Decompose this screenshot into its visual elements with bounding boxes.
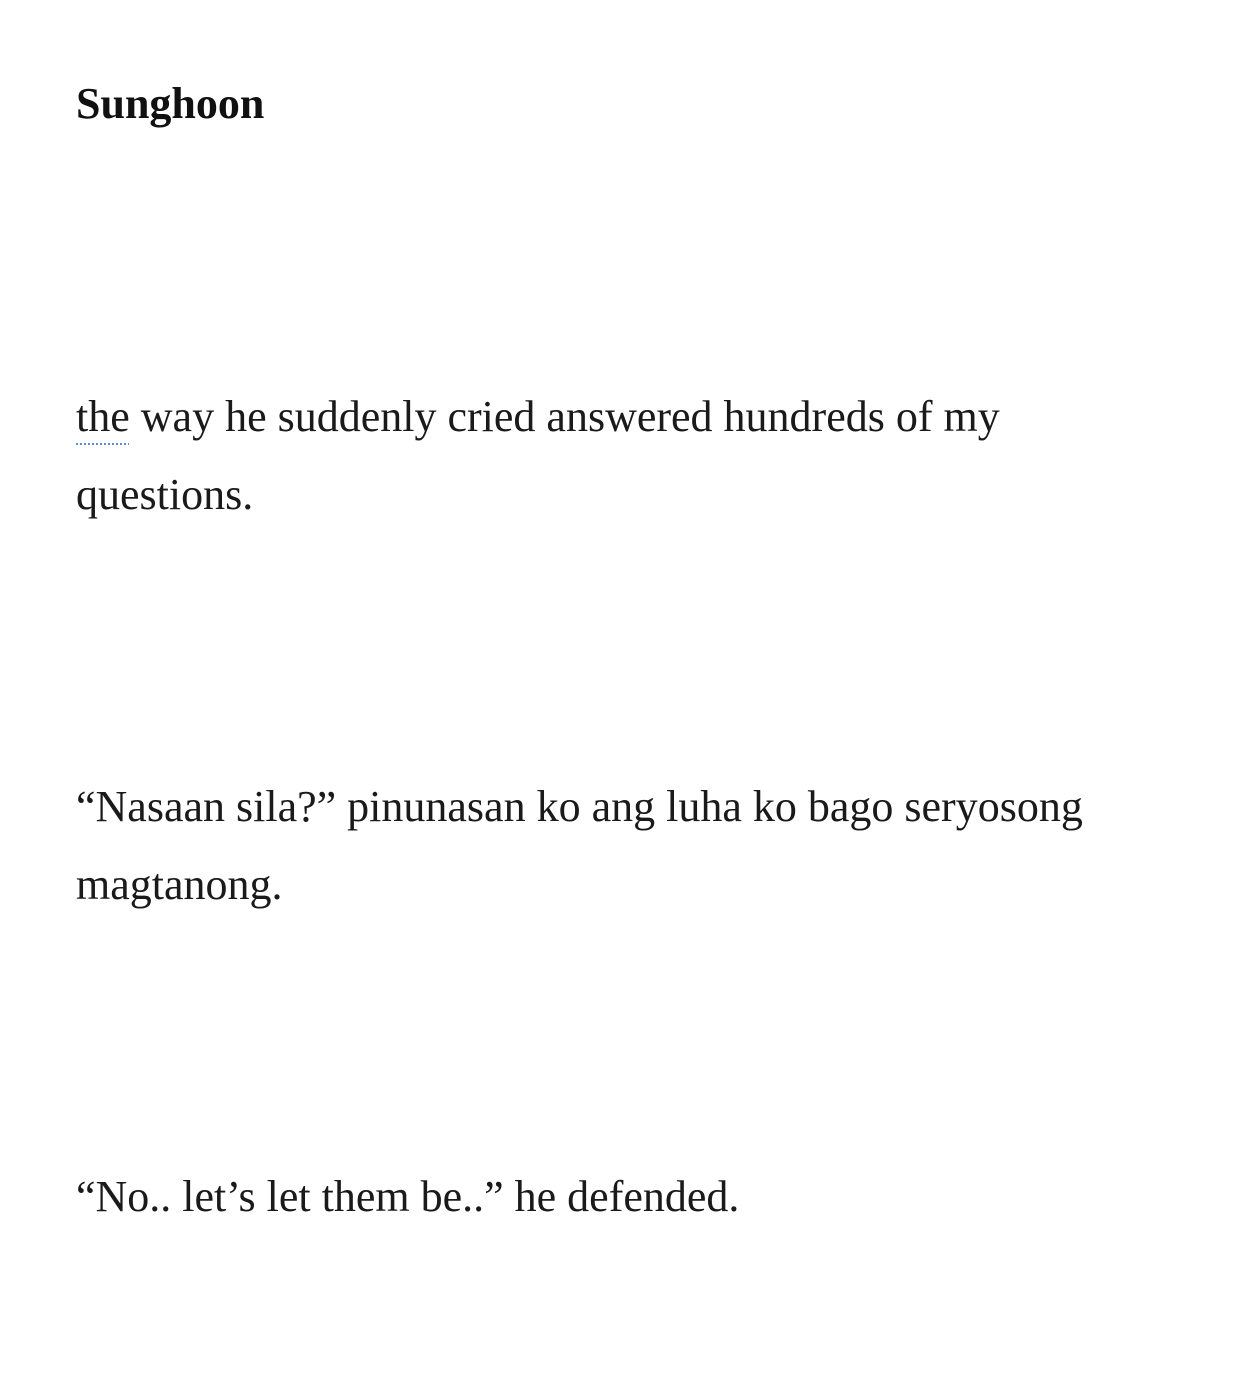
story-paragraph (76, 378, 1176, 534)
story-paragraph: “No.. let’s let them be..” he defended. (76, 1172, 740, 1221)
story-paragraph: “Nasaan sila?” pinunasan ko ang luha ko bago seryosong magtanong. (76, 782, 1083, 909)
annotated-word[interactable]: the (76, 392, 130, 441)
paragraph-text: way he suddenly cried answered hundreds of my questions. (76, 392, 1000, 519)
author-name: Sunghoon (76, 79, 265, 128)
